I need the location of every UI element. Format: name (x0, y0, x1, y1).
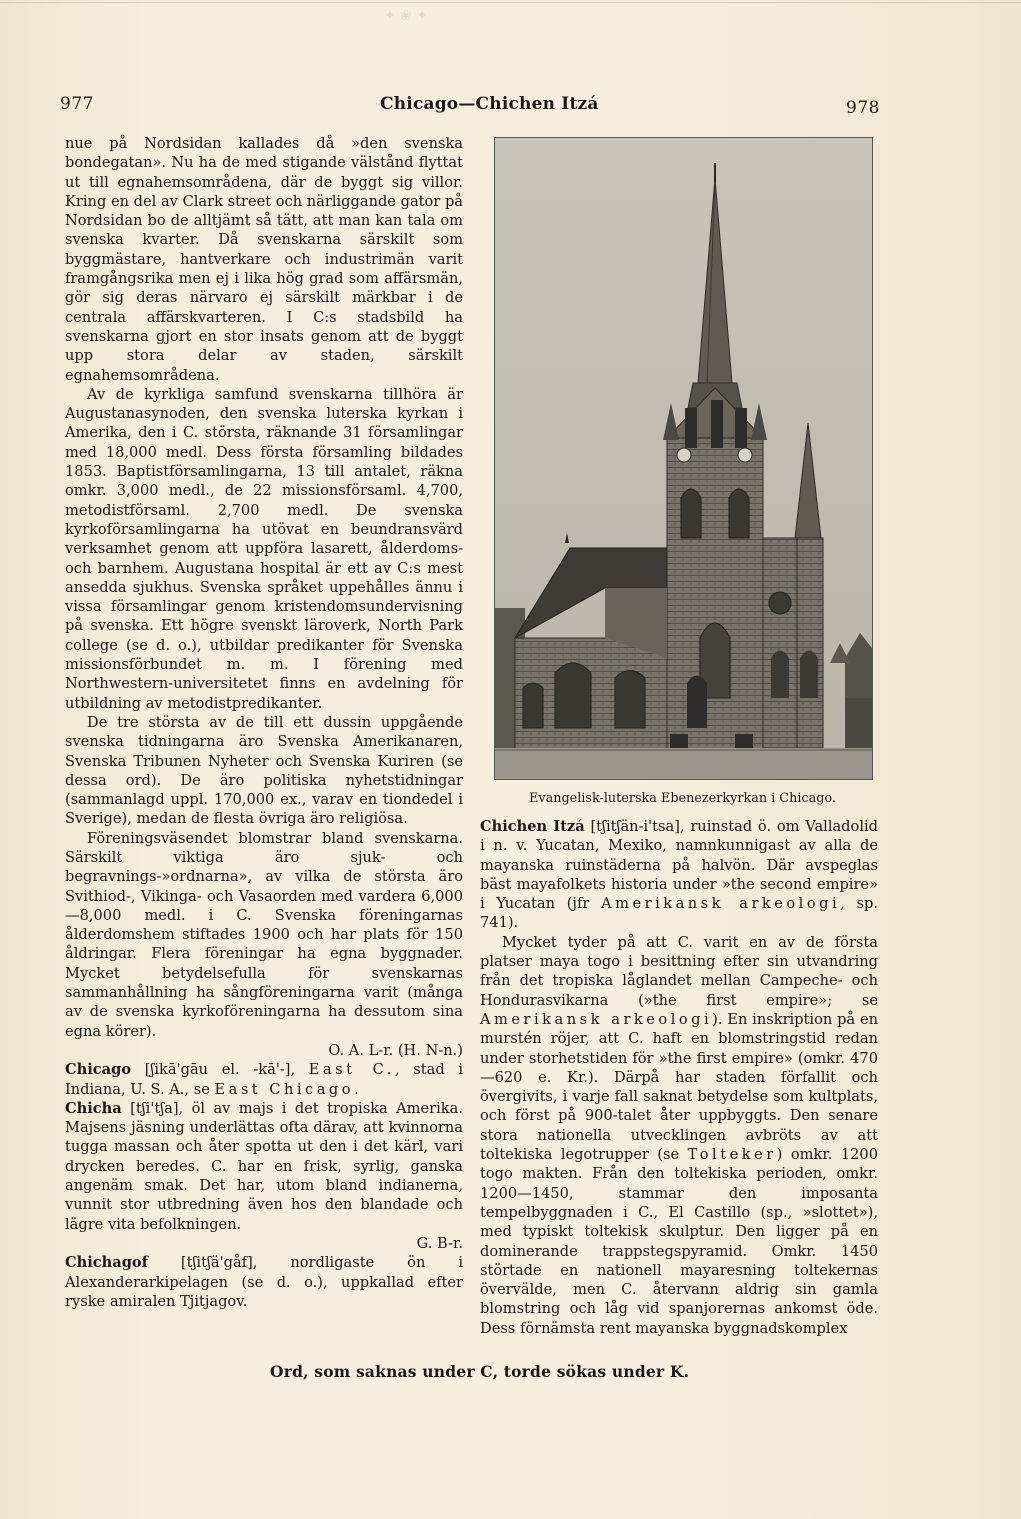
page-number-left: 977 (60, 94, 94, 114)
right-column (480, 817, 878, 1338)
entry-text: , stad i Indiana, U. S. A., se (65, 1061, 464, 1098)
running-header (60, 94, 880, 118)
entry-chicago-indiana (65, 1060, 463, 1099)
running-title: Chicago—Chichen Itzá (380, 94, 599, 114)
author-signature: O. A. L-r. (H. N-n.) (328, 1041, 463, 1059)
entry-headword: Chicha (65, 1099, 122, 1117)
page-number-right: 978 (846, 98, 880, 118)
paragraph-text: ). En inskription på en murstén röjer, att C. haft en blomstringstid redan under storhetstiden för »the first empire» (omkr. 470—620 e. Kr.). Därpå har staden förfallit och övergivits, i varje fall saknat betydelse som kultplats, och först på 900-talet åter uppbyggts. Den senare stora nationella utvecklingen avbröts av att toltekiska legotrupper (se (480, 1010, 878, 1164)
entry-headword: Chichagof (65, 1254, 148, 1272)
bell-tower (663, 388, 767, 768)
church-illustration (495, 138, 872, 779)
entry-text: [tʃitʃä'gåf], nordligaste ön i Alexanderarkipelagen (se d. o.), uppkallad efter ryske amiralen Tjitjagov. (65, 1254, 463, 1310)
author-signature: G. B-r. (416, 1234, 463, 1252)
cross-reference: East C. (308, 1061, 395, 1079)
entry-text: [tʃitʃän-i'tsa], ruinstad ö. om Valladolid i n. v. Yucatan, Mexiko, namnkunnigast av alla de mayanska ruinstäderna på halvön. Där avspeglas bäst mayafolkets historia under »the second empire» i Yucatan (jfr (480, 818, 878, 913)
left-column (65, 134, 463, 1311)
entry-chichen-itza (480, 817, 878, 933)
entry-text: . (354, 1080, 359, 1098)
paragraph-text: Mycket tyder på att C. varit en av de första platser maya togo i besittning efter sin utvandring från det tropiska låglandet mellan Campeche- och Hondurasvikarna (»the first empire»; se (480, 933, 878, 1009)
paragraph-churches: Av de kyrkliga samfund svenskarna tillhöra är Augustanasynoden, den svenska luterska kyrkan i Amerika, den i C. största, räknande 31 församlingar med 18,000 medl. Dess första församling bildades 1853. Baptistförsamlingarna, 13 till antalet, räkna omkr. 3,000 medl., de 22 missionsförsaml. 4,700, metodistförsaml. 2,700 medl. De svenska kyrkoförsamlingarna ha utövat en beundransvärd verksamhet genom att uppföra lasarett, ålderdoms- och barnhem. Augustana hospital är ett av C:s mest ansedda sjukhus. Svenska språket uppehålles ännu i vissa församlingar genom kristendomsundervisning på svenska. Ett högre svenskt läroverk, North Park college (se d. o.), utbildar predikanter för Svenska missionsförbundet m. m. I förening med Northwestern-universitetet finns en avdelning för utbildning av metodistpredikanter. (65, 385, 463, 712)
cross-reference: Amerikansk arkeologi (601, 895, 841, 913)
entry-chicha (65, 1099, 463, 1234)
church-photograph (494, 137, 873, 780)
cross-reference: Amerikansk arkeologi (480, 1010, 713, 1028)
paragraph-associations: Föreningsväsendet blomstrar bland svenskarna. Särskilt viktiga äro sjuk- och begravnings-»ordnarna», av vilka de största äro Svithiod-, Vikinga- och Vasaorden med vardera 6,000—8,000 medl. i C. Svenska föreningarnas ålderdomshem stiftades 1900 och har plats för 150 åldringar. Flera föreningar ha egna byggnader. Mycket betydelsefulla för svenskarnas sammanhållning ha sångföreningarna varit (många av de svenska kyrkoföreningarna ha dessutom sina egna körer). (65, 829, 463, 1040)
page-footer-note: Ord, som saknas under C, torde sökas under K. (270, 1362, 690, 1381)
faded-stamp: ✦ ❀ ✦ (384, 8, 429, 24)
paragraph-swedish-districts: nue på Nordsidan kallades då »den svenska bondegatan». Nu ha de med stigande välstånd flyttat ut till egnahemsområdena, där de byggt sig villor. Kring en del av Clark street och närliggande gator på Nordsidan bo de alltjämt så tätt, att man kan tala om svenska kvarter. Då svenskarna särskilt som byggmästare, hantverkare och industrimän varit framgångsrika men ej i lika hög grad som affärsmän, gör sig deras närvaro ej särskilt märkbar i de centrala affärskvarteren. I C:s stadsbild ha svenskarna gjort en stor insats genom att de byggt upp stora delar av staden, särskilt egnahemsområdena. (65, 135, 463, 384)
entry-headword: Chichen Itzá (480, 818, 585, 835)
figure-caption: Evangelisk-luterska Ebenezerkyrkan i Chicago. (529, 791, 836, 806)
cross-reference: Tolteker (687, 1146, 777, 1164)
entry-text: [ʃikā'gāu el. -kā'-], (131, 1061, 309, 1079)
top-edge-rule (0, 2, 1021, 3)
entry-text: [tʃi'tʃa], öl av majs i det tropiska Amerika. Majsens jäsning underlättas ofta därav, att kvinnorna tugga massan och åter spotta ut den i det kärl, vari drycken beredes. C. har en frisk, syrlig, ganska angenäm smak. Det har, utom bland indianerna, vunnit stor utbredning även hos den blandade och lägre vita befolkningen. (65, 1099, 463, 1233)
paragraph-maya-history (480, 933, 878, 1338)
entry-headword: Chicago (65, 1061, 132, 1079)
paragraph-newspapers: De tre största av de till ett dussin uppgående svenska tidningarna äro Svenska Amerikanaren, Svenska Tribunen Nyheter och Svenska Kuriren (se dessa ord). De äro politiska nyhetstidningar (sammanlagd uppl. 170,000 ex., varav en tiondedel i Sverige), medan de flesta övriga äro religiösa. (65, 713, 463, 828)
paragraph-text: ) omkr. 1200 togo makten. Från den toltekiska perioden, omkr. 1200—1450, stammar den imposanta tempelbyggnaden i C., El Castillo (sp., »slottet»), med typiskt toltekisk skulptur. Den ligger på en dominerande trappstegspyramid. Omkr. 1450 störtade en nationell mayaresning toltekernas övervälde, men C. återvann aldrig sin gamla blomstring och låg vid spanjorernas ankomst öde. Dess förnämsta rent mayanska byggnadskomplex (480, 1146, 878, 1337)
entry-text: , sp. 741). (480, 895, 878, 932)
east-wing (763, 538, 797, 748)
entry-chichagof (65, 1253, 463, 1311)
cross-reference: East Chicago (214, 1080, 355, 1098)
